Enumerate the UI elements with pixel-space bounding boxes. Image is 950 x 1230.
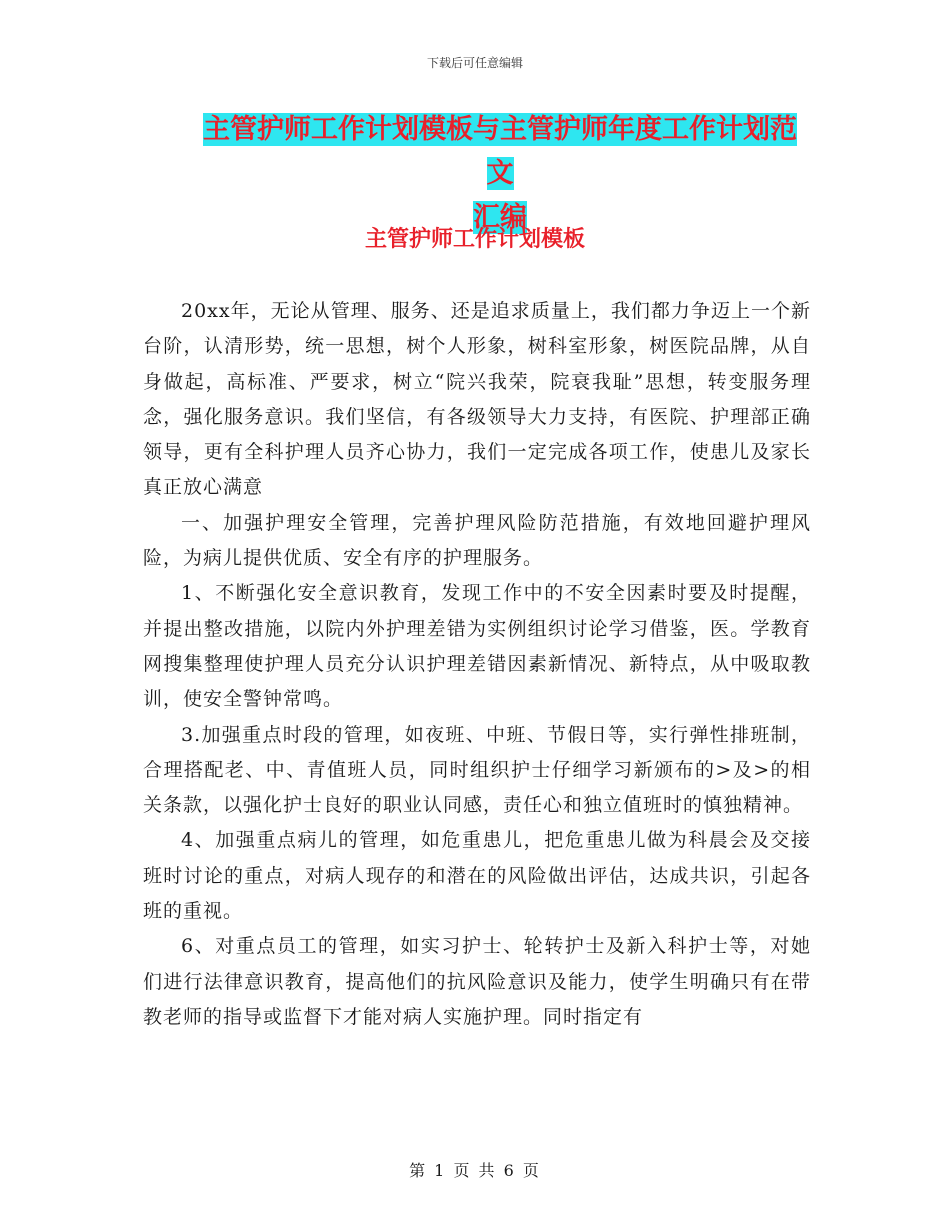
header-note: 下载后可任意编辑 — [426, 56, 523, 70]
title-line-2: 汇编 — [473, 202, 527, 233]
section-title: 主管护师工作计划模板 — [364, 226, 585, 252]
paragraph: 3.加强重点时段的管理，如夜班、中班、节假日等，实行弹性排班制，合理搭配老、中、青值班人员，同时组织护士仔细学习新颁布的>及>的相关条款，以强化护士良好的职业认同感，责任心和独立值班时的慎独精神。 — [143, 723, 811, 817]
page-number: 第 1 页 共 6 页 — [409, 1161, 541, 1180]
paragraph: 20xx年，无论从管理、服务、还是追求质量上，我们都力争迈上一个新台阶，认清形势，统一思想，树个人形象，树科室形象，树医院品牌，从自身做起，高标准、严要求，树立“院兴我荣，院衰我耻”思想，转变服务理念，强化服务意识。我们坚信，有各级领导大力支持，有医院、护理部正确领导，更有全科护理人员齐心协力，我们一定完成各项工作，使患儿及家长真正放心满意 — [143, 300, 811, 499]
paragraph: 4、加强重点病儿的管理，如危重患儿，把危重患儿做为科晨会及交接班时讨论的重点，对病人现存的和潜在的风险做出评估，达成共识，引起各班的重视。 — [143, 829, 811, 923]
body-text — [143, 294, 811, 1035]
paragraph: 一、加强护理安全管理，完善护理风险防范措施，有效地回避护理风险，为病儿提供优质、安全有序的护理服务。 — [143, 511, 811, 570]
document-title — [190, 108, 810, 240]
title-line-1: 主管护师工作计划模板与主管护师年度工作计划范文 — [203, 114, 797, 189]
paragraph: 6、对重点员工的管理，如实习护士、轮转护士及新入科护士等，对她们进行法律意识教育，提高他们的抗风险意识及能力，使学生明确只有在带教老师的指导或监督下才能对病人实施护理。同时指定有 — [143, 935, 811, 1028]
paragraph: 1、不断强化安全意识教育，发现工作中的不安全因素时要及时提醒，并提出整改措施，以院内外护理差错为实例组织讨论学习借鉴，医。学教育网搜集整理使护理人员充分认识护理差错因素新情况、新特点，从中吸取教训，使安全警钟常鸣。 — [143, 582, 811, 711]
